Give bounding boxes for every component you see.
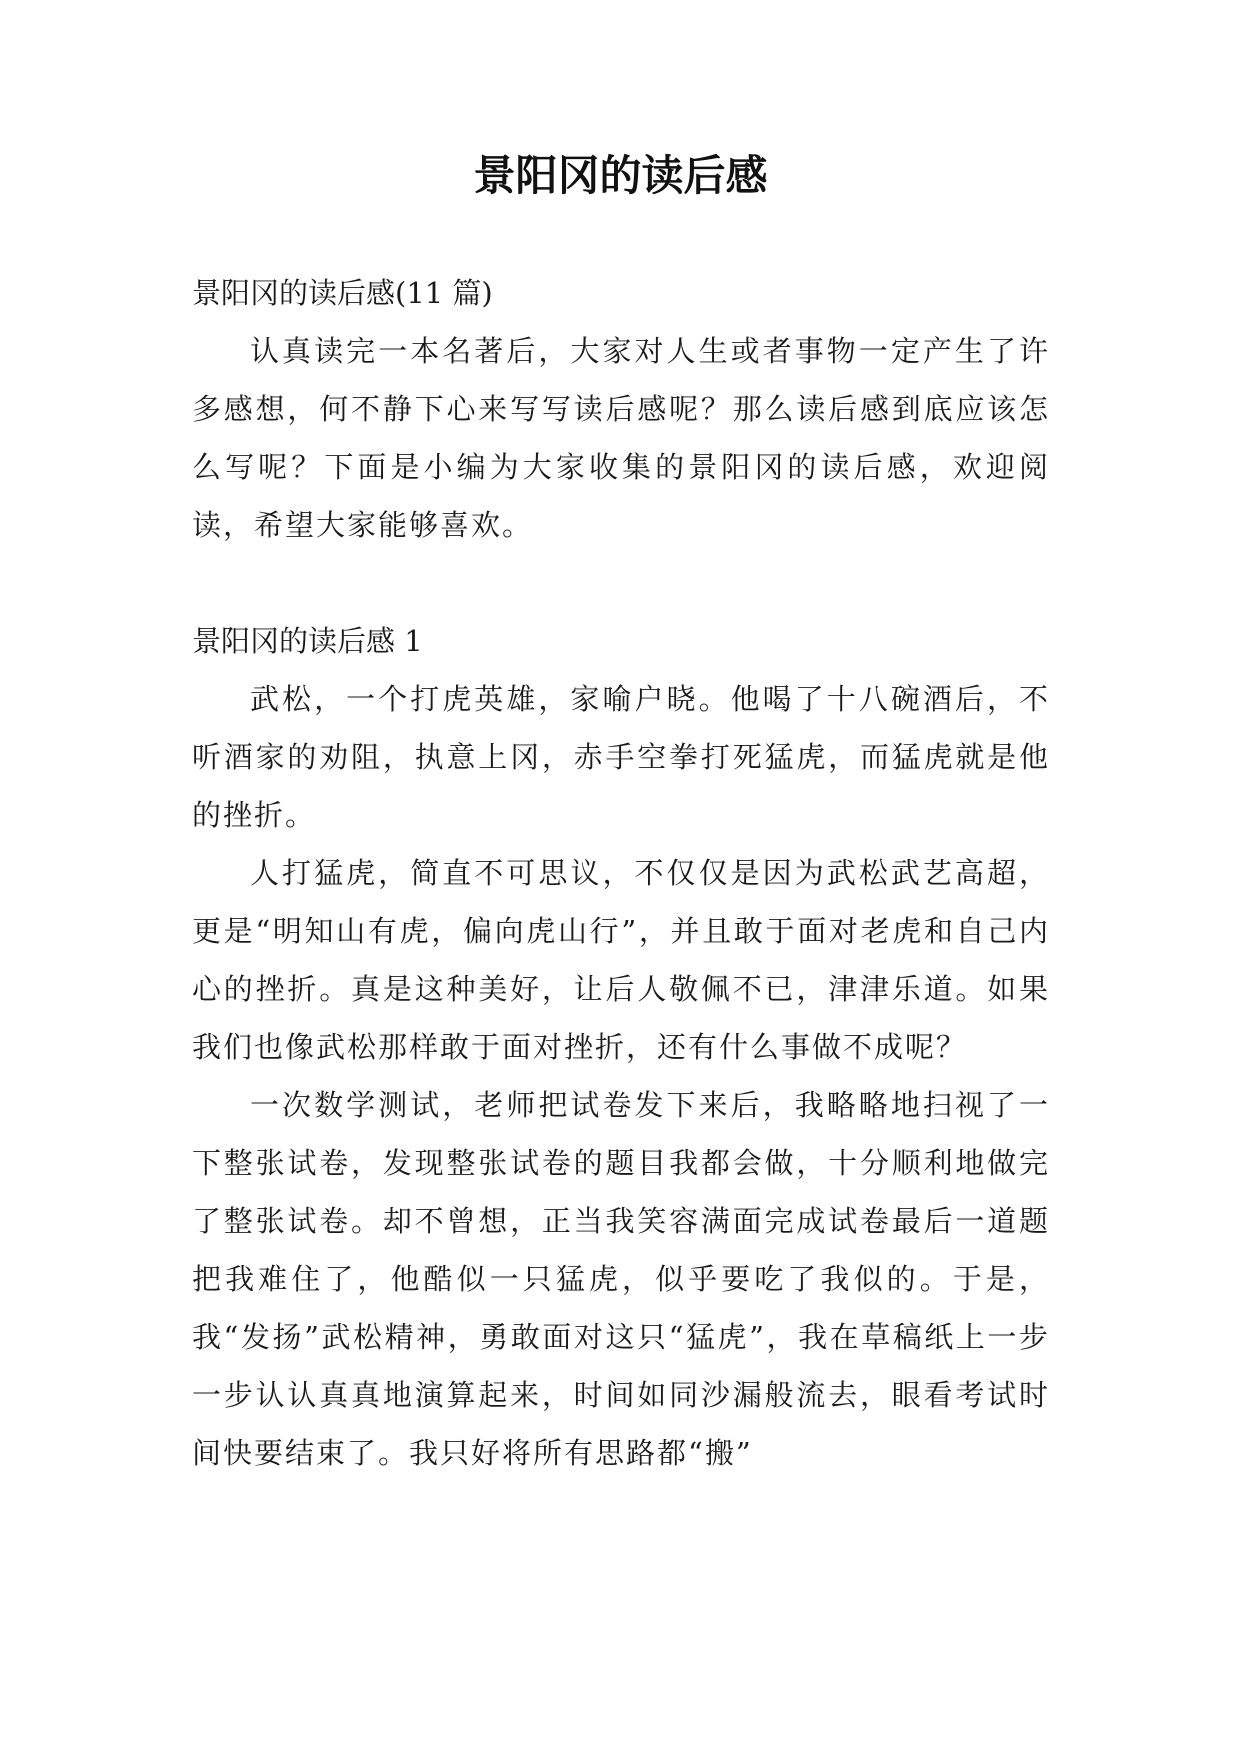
document-body [192,264,1050,1482]
body-paragraph: 人打猛虎，简直不可思议，不仅仅是因为武松武艺高超，更是“明知山有虎，偏向虎山行”，并且敢于面对老虎和自己内心的挫折。真是这种美好，让后人敬佩不已，津津乐道。如果我们也像武松那样敢于面对挫折，还有什么事做不成呢？ [192,856,1050,1064]
intro-paragraph: 认真读完一本名著后，大家对人生或者事物一定产生了许多感想，何不静下心来写写读后感呢？那么读后感到底应该怎么写呢？下面是小编为大家收集的景阳冈的读后感，欢迎阅读，希望大家能够喜欢。 [192,334,1050,542]
document-title: 景阳冈的读后感 [473,151,768,200]
section-heading: 景阳冈的读后感 1 [192,624,423,658]
body-paragraph: 一次数学测试，老师把试卷发下来后，我略略地扫视了一下整张试卷，发现整张试卷的题目我都会做，十分顺利地做完了整张试卷。却不曾想，正当我笑容满面完成试卷最后一道题把我难住了，他酷似一只猛虎，似乎要吃了我似的。于是，我“发扬”武松精神，勇敢面对这只“猛虎”，我在草稿纸上一步一步认认真真地演算起来，时间如同沙漏般流去，眼看考试时间快要结束了。我只好将所有思路都“搬” [192,1088,1050,1470]
section-spacer [192,554,1050,612]
body-paragraph: 武松，一个打虎英雄，家喻户晓。他喝了十八碗酒后，不听酒家的劝阻，执意上冈，赤手空拳打死猛虎，而猛虎就是他的挫折。 [192,682,1050,832]
document-subtitle: 景阳冈的读后感(11 篇) [192,276,493,310]
